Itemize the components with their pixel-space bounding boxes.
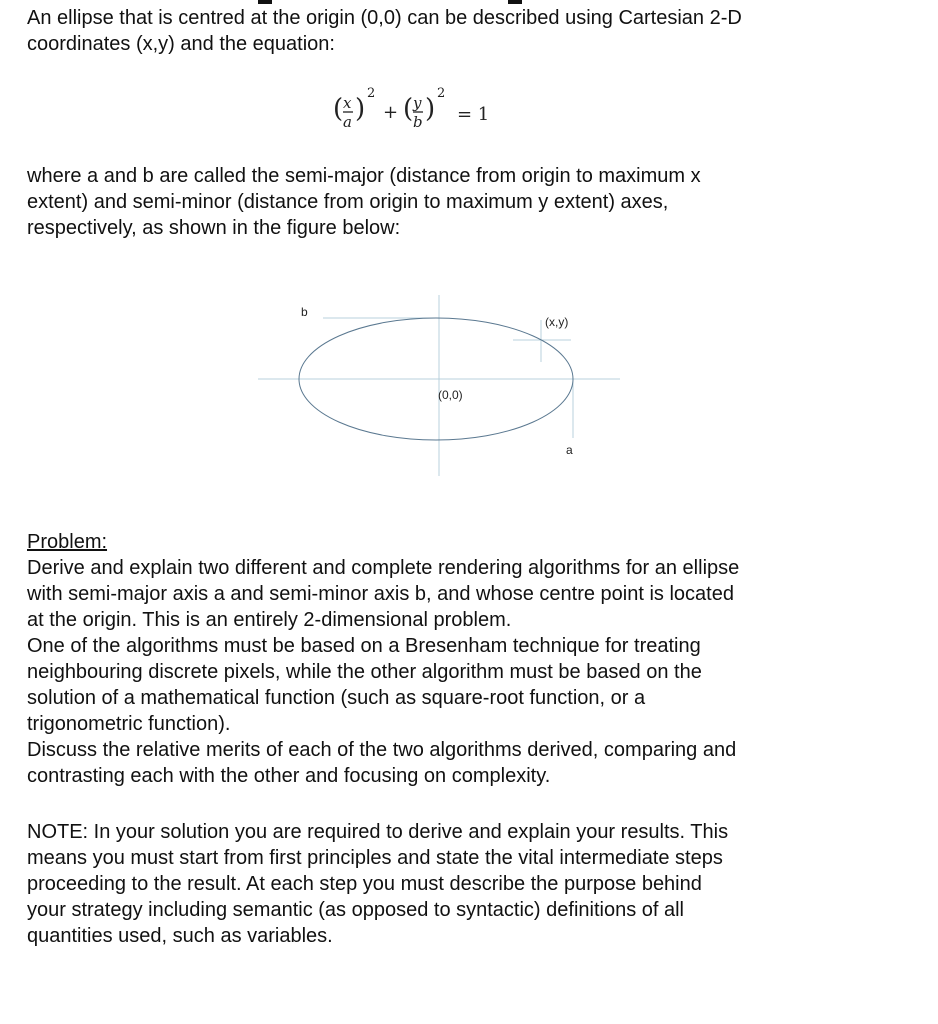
text-line: contrasting each with the other and focusing on complexity.	[27, 765, 551, 787]
svg-text:): )	[425, 94, 436, 124]
svg-text:(: (	[403, 94, 414, 124]
svg-text:): )	[355, 94, 366, 124]
note-paragraph	[27, 819, 728, 949]
problem-section	[27, 529, 739, 789]
eq-b: b	[413, 113, 423, 131]
problem-heading: Problem:	[27, 531, 108, 553]
eq-equals: = 1	[457, 104, 490, 125]
text-line: An ellipse that is centred at the origin (0,0) can be described using Cartesian 2-D	[27, 7, 742, 29]
text-line: quantities used, such as variables.	[27, 925, 333, 947]
eq-power: 2	[367, 86, 376, 101]
text-line: solution of a mathematical function (such as square-root function, or a	[27, 687, 646, 709]
label-a: a	[566, 443, 573, 457]
text-line: at the origin. This is an entirely 2-dimensional problem.	[27, 609, 512, 631]
text-line: One of the algorithms must be based on a Bresenham technique for treating	[27, 635, 701, 657]
text-line: Derive and explain two different and complete rendering algorithms for an ellipse	[27, 557, 740, 579]
text-line: coordinates (x,y) and the equation:	[27, 33, 335, 55]
text-line: with semi-major axis a and semi-minor axis b, and whose centre point is located	[27, 583, 734, 605]
text-line: extent) and semi-minor (distance from origin to maximum y extent) axes,	[27, 191, 669, 213]
text-line: neighbouring discrete pixels, while the other algorithm must be based on the	[27, 661, 702, 683]
text-line: NOTE: In your solution you are required to derive and explain your results. This	[27, 821, 729, 843]
text-line: your strategy including semantic (as opposed to syntactic) definitions of all	[27, 899, 685, 921]
eq-a: a	[343, 113, 352, 131]
eq-plus: +	[383, 102, 399, 123]
text-line: Discuss the relative merits of each of the two algorithms derived, comparing and	[27, 739, 737, 761]
eq-y: y	[413, 94, 422, 112]
text-line: means you must start from first principles and state the vital intermediate steps	[27, 847, 723, 869]
text-line: proceeding to the result. At each step you must describe the purpose behind	[27, 873, 702, 895]
eq-x: x	[343, 94, 352, 112]
text-line: respectively, as shown in the figure below:	[27, 217, 401, 239]
label-point: (x,y)	[545, 315, 569, 329]
eq-power: 2	[437, 86, 446, 101]
label-b: b	[301, 305, 308, 319]
svg-text:(: (	[333, 94, 344, 124]
label-origin: (0,0)	[438, 388, 463, 402]
text-line: where a and b are called the semi-major (distance from origin to maximum x	[27, 165, 701, 187]
text-line: trigonometric function).	[27, 713, 231, 735]
